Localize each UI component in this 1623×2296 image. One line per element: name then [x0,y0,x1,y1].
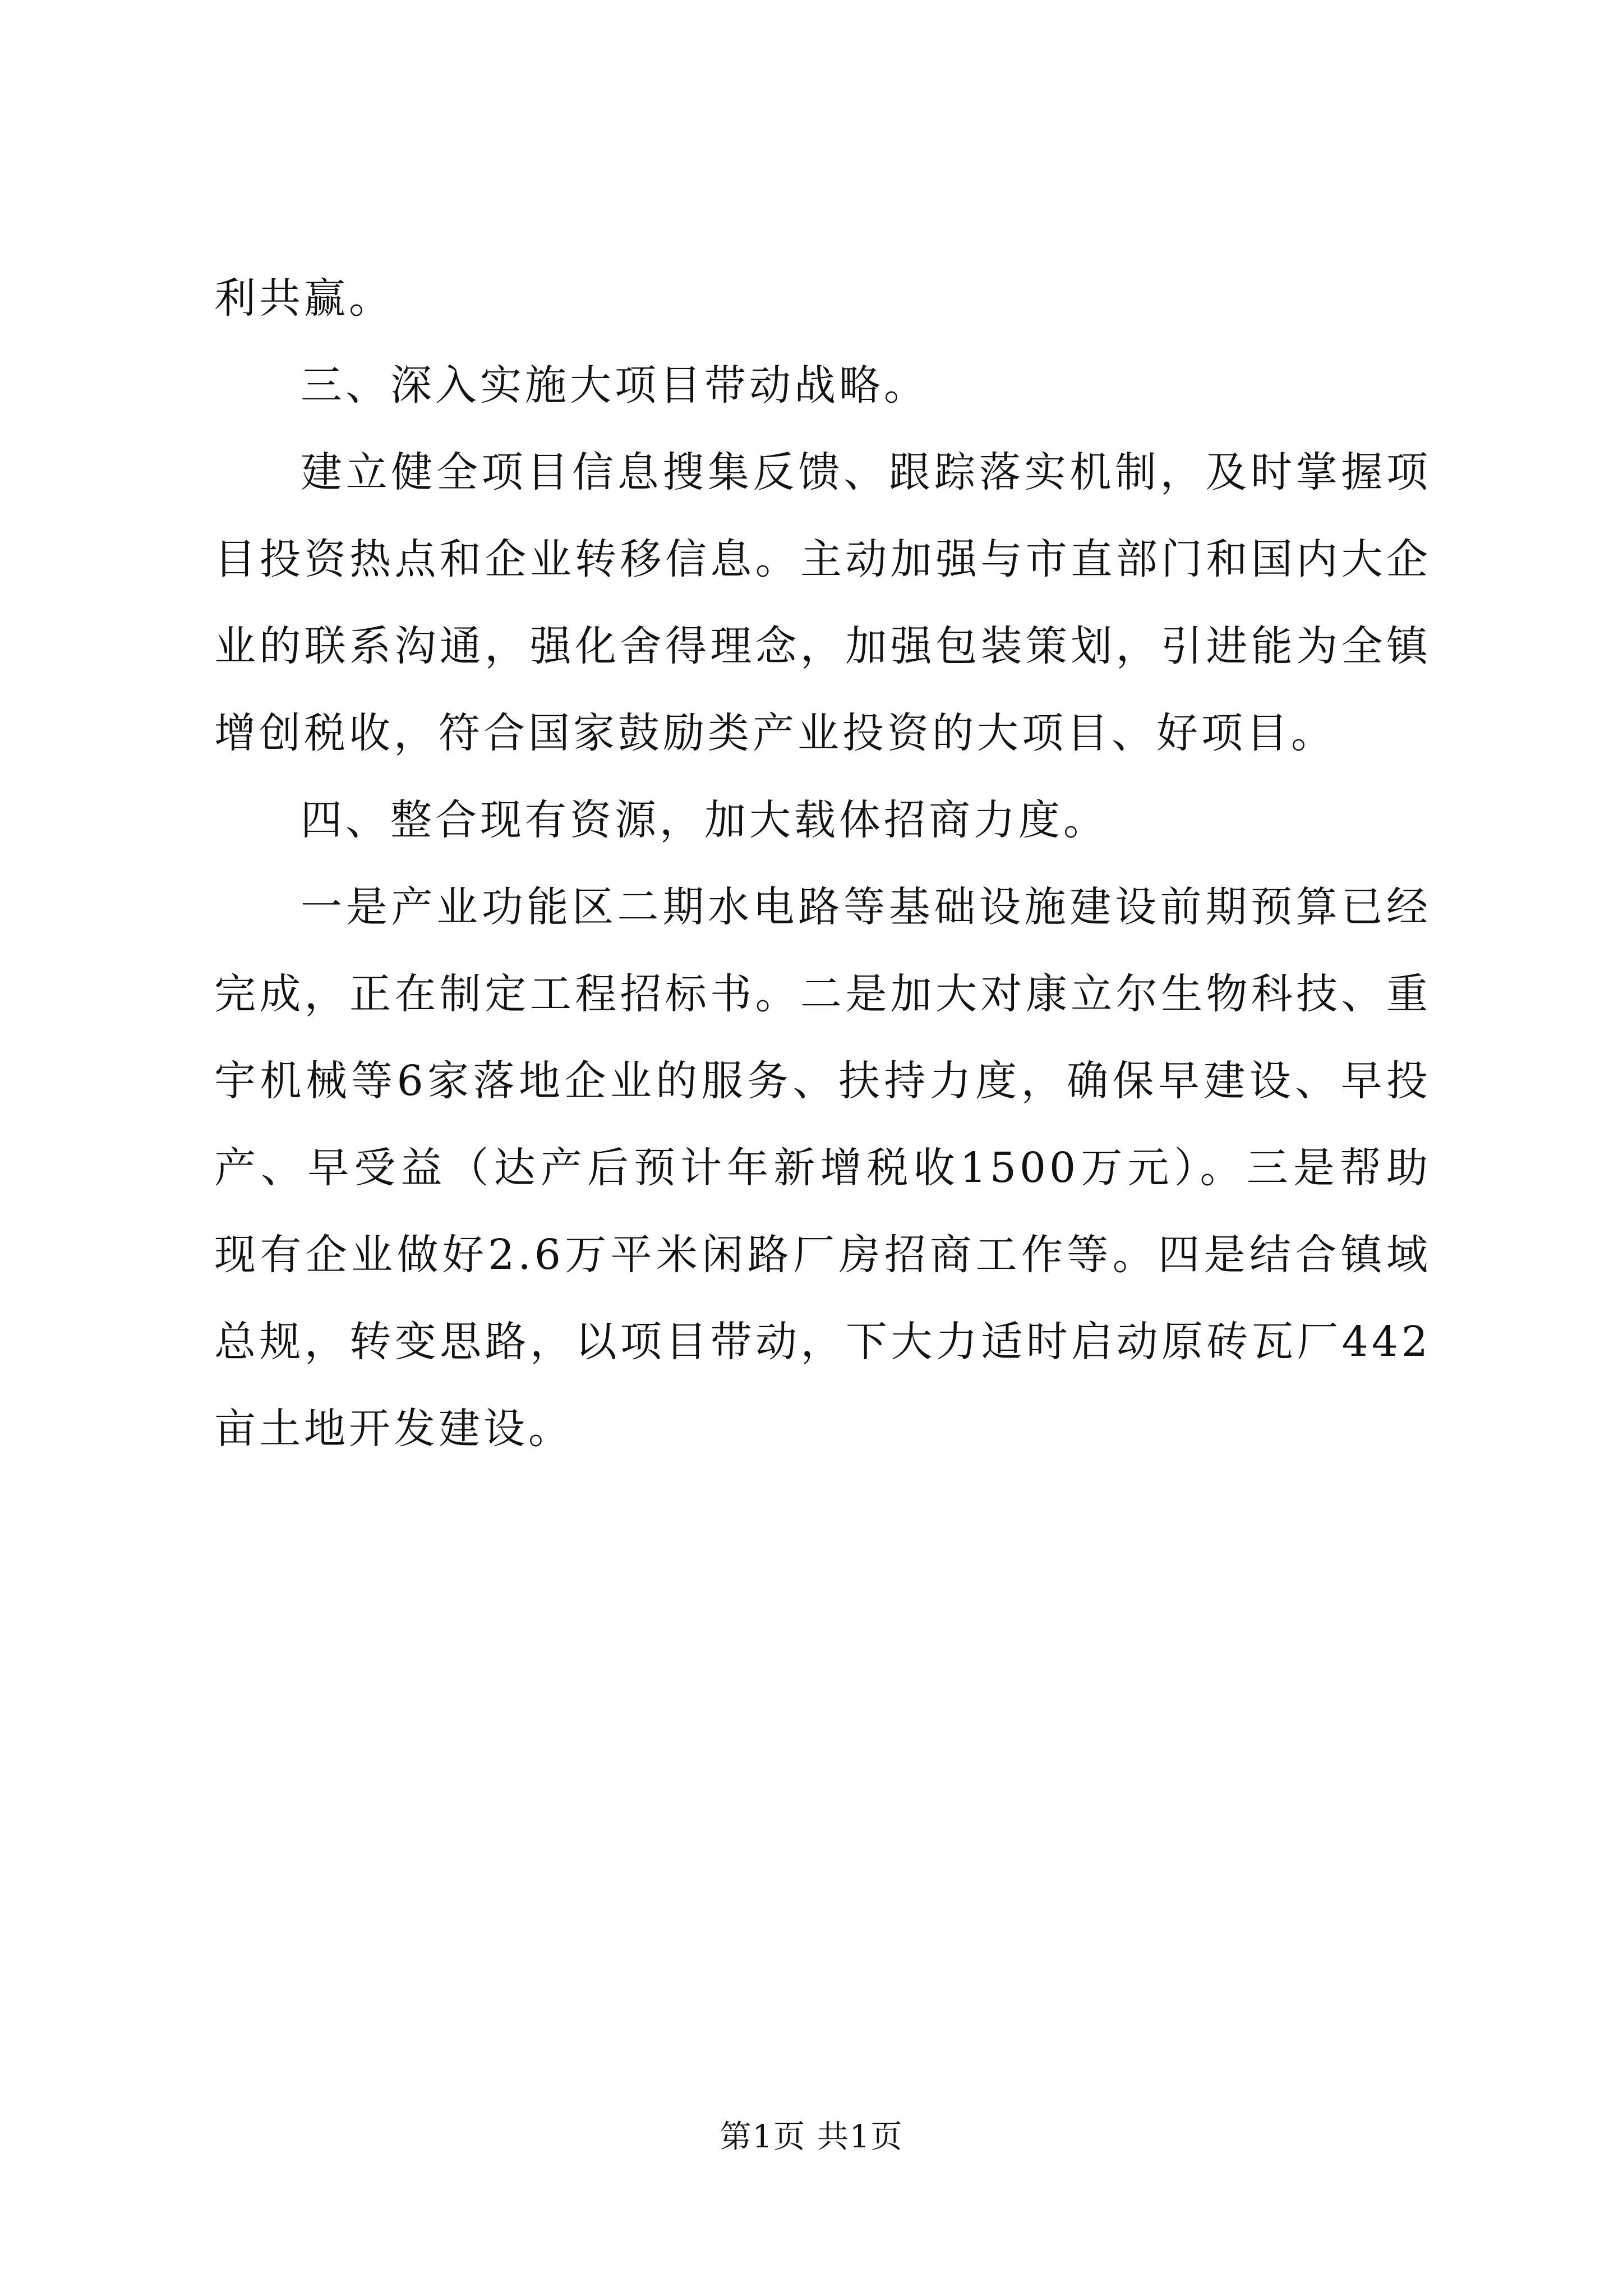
paragraph-project-mechanism: 建立健全项目信息搜集反馈、跟踪落实机制，及时掌握项目投资热点和企业转移信息。主动加强与市直部门和国内大企业的联系沟通，强化舍得理念，加强包装策划，引进能为全镇增创税收，符合国家鼓励类产业投资的大项目、好项目。 [214,448,1431,757]
page-number-footer: 第1页 共1页 [720,2119,903,2155]
section-heading-3: 三、深入实施大项目带动战略。 [301,361,929,409]
paragraph-continuation: 利共赢。 [214,274,394,323]
section-heading-4: 四、整合现有资源，加大载体招商力度。 [301,796,1108,844]
paragraph-resource-integration: 一是产业功能区二期水电路等基础设施建设前期预算已经完成，正在制定工程招标书。二是加大对康立尔生物科技、重宇机械等6家落地企业的服务、扶持力度，确保早建设、早投产、早受益（达产后预计年新增税收1500万元）。三是帮助现有企业做好2.6万平米闲路厂房招商工作等。四是结合镇域总规，转变思路，以项目带动，下大力适时启动原砖瓦厂442亩土地开发建设。 [214,883,1431,1453]
document-body [214,255,1431,1473]
